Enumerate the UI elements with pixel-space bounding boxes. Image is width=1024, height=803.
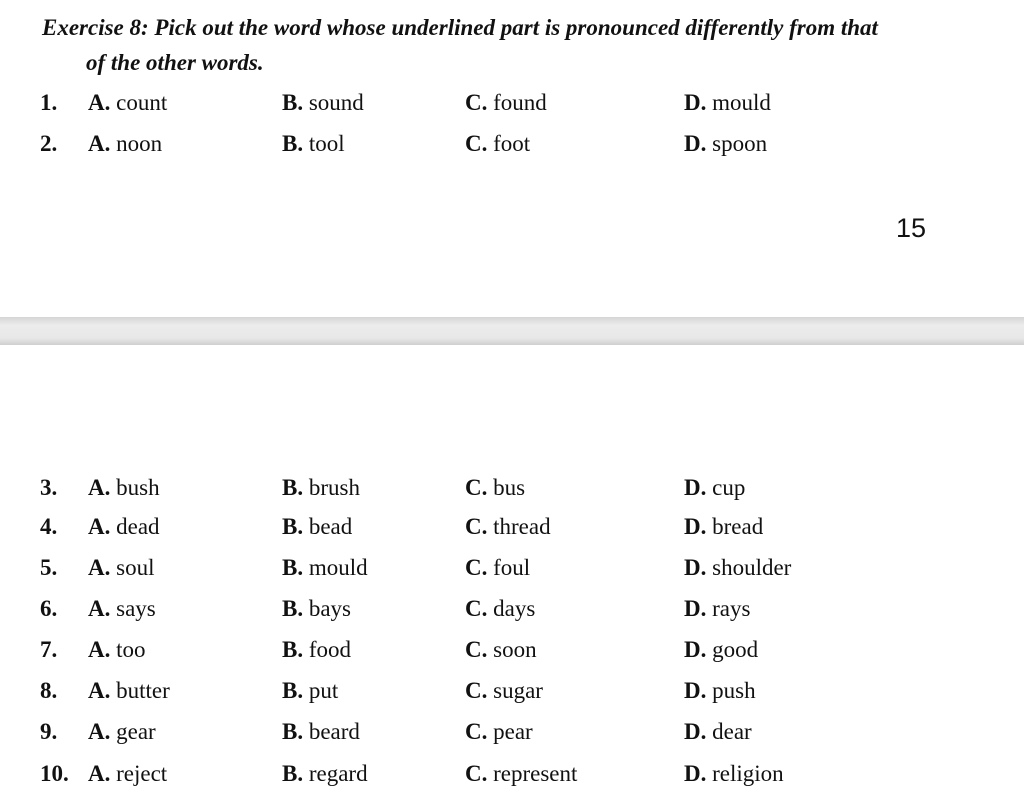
option-letter: A. (88, 514, 111, 539)
option-letter: B. (282, 555, 304, 580)
option-word: cup (712, 475, 746, 500)
option-letter: C. (465, 90, 488, 115)
option-word: too (116, 637, 146, 662)
question-2 (0, 126, 1024, 162)
option-b (282, 470, 360, 506)
option-letter: A. (88, 596, 111, 621)
option-word: shoulder (712, 555, 792, 580)
option-word: spoon (712, 131, 768, 156)
option-letter: B. (282, 596, 304, 621)
option-b (282, 509, 352, 545)
option-a (88, 673, 170, 709)
option-word: soul (116, 555, 155, 580)
page-break-divider (0, 317, 1024, 345)
option-letter: B. (282, 514, 304, 539)
option-letter: D. (684, 514, 707, 539)
option-a (88, 632, 146, 668)
option-word: dear (712, 719, 752, 744)
option-letter: B. (282, 761, 304, 786)
option-letter: A. (88, 555, 111, 580)
option-c (465, 126, 530, 162)
option-letter: A. (88, 90, 111, 115)
option-word: mould (712, 90, 771, 115)
option-d (684, 550, 791, 586)
option-c (465, 714, 533, 750)
option-letter: D. (684, 596, 707, 621)
question-5 (0, 550, 1024, 586)
option-letter: B. (282, 637, 304, 662)
question-number: 6. (40, 596, 58, 621)
option-word: religion (712, 761, 784, 786)
option-letter: C. (465, 475, 488, 500)
question-10 (0, 756, 1024, 792)
option-letter: C. (465, 514, 488, 539)
option-d (684, 673, 756, 709)
option-letter: B. (282, 678, 304, 703)
option-word: bead (308, 514, 353, 539)
option-b (282, 550, 368, 586)
option-b (282, 673, 338, 709)
option-b (282, 85, 364, 121)
option-a (88, 509, 160, 545)
option-d (684, 632, 758, 668)
option-letter: C. (465, 637, 488, 662)
option-word: bush (116, 475, 160, 500)
option-word: rays (712, 596, 751, 621)
option-word: sugar (493, 678, 543, 703)
question-number: 10. (40, 761, 69, 786)
option-c (465, 550, 530, 586)
question-7 (0, 632, 1024, 668)
question-number: 7. (40, 637, 58, 662)
option-word: says (116, 596, 156, 621)
option-letter: C. (465, 678, 488, 703)
question-number: 5. (40, 555, 58, 580)
question-6 (0, 591, 1024, 627)
option-word: soon (493, 637, 537, 662)
option-d (684, 756, 784, 792)
option-word: push (712, 678, 756, 703)
option-word: regard (308, 761, 368, 786)
option-word: days (493, 596, 536, 621)
option-b (282, 632, 351, 668)
option-b (282, 714, 360, 750)
option-d (684, 85, 771, 121)
option-word: dead (116, 514, 160, 539)
question-number: 4. (40, 514, 58, 539)
question-number: 9. (40, 719, 58, 744)
option-a (88, 550, 154, 586)
option-word: pear (493, 719, 533, 744)
option-word: mould (308, 555, 368, 580)
option-word: food (308, 637, 352, 662)
option-a (88, 126, 162, 162)
option-letter: C. (465, 719, 488, 744)
exercise-title-line-1: Exercise 8: Pick out the word whose underlined part is pronounced differently from that (42, 15, 878, 40)
option-a (88, 756, 167, 792)
option-letter: C. (465, 761, 488, 786)
option-letter: C. (465, 131, 488, 156)
option-word: foot (493, 131, 531, 156)
option-word: sound (308, 90, 364, 115)
option-word: brush (308, 475, 360, 500)
option-letter: A. (88, 719, 111, 744)
option-letter: D. (684, 131, 707, 156)
option-word: found (493, 90, 547, 115)
question-number: 8. (40, 678, 58, 703)
question-8 (0, 673, 1024, 709)
option-letter: A. (88, 637, 111, 662)
option-letter: D. (684, 555, 707, 580)
page-number: 15 (896, 213, 927, 243)
option-word: represent (493, 761, 578, 786)
option-letter: A. (88, 761, 111, 786)
option-word: count (116, 90, 168, 115)
option-letter: D. (684, 678, 707, 703)
option-b (282, 756, 368, 792)
option-d (684, 470, 745, 506)
option-a (88, 470, 160, 506)
option-c (465, 85, 547, 121)
option-word: bread (712, 514, 764, 539)
option-c (465, 591, 535, 627)
option-a (88, 714, 156, 750)
option-letter: A. (88, 678, 111, 703)
option-word: good (712, 637, 759, 662)
option-letter: D. (684, 90, 707, 115)
question-number: 2. (40, 131, 58, 156)
option-letter: A. (88, 131, 111, 156)
option-letter: D. (684, 719, 707, 744)
option-a (88, 85, 167, 121)
option-word: noon (116, 131, 163, 156)
option-b (282, 591, 351, 627)
option-letter: B. (282, 475, 304, 500)
exercise-title (42, 10, 1022, 80)
option-word: bays (308, 596, 352, 621)
option-b (282, 126, 345, 162)
option-word: reject (116, 761, 168, 786)
option-word: put (308, 678, 339, 703)
option-letter: B. (282, 90, 304, 115)
option-d (684, 126, 767, 162)
option-word: thread (493, 514, 551, 539)
option-a (88, 591, 156, 627)
option-c (465, 470, 525, 506)
option-word: tool (308, 131, 345, 156)
option-c (465, 632, 537, 668)
option-word: butter (116, 678, 170, 703)
option-letter: C. (465, 596, 488, 621)
option-letter: A. (88, 475, 111, 500)
option-word: bus (493, 475, 526, 500)
option-word: gear (116, 719, 156, 744)
option-d (684, 509, 763, 545)
option-letter: D. (684, 761, 707, 786)
option-letter: D. (684, 637, 707, 662)
option-word: foul (493, 555, 531, 580)
question-number: 1. (40, 90, 58, 115)
question-1 (0, 85, 1024, 121)
option-word: beard (308, 719, 360, 744)
question-number: 3. (40, 475, 58, 500)
option-c (465, 509, 551, 545)
option-letter: B. (282, 131, 304, 156)
option-d (684, 591, 750, 627)
option-c (465, 756, 577, 792)
option-c (465, 673, 543, 709)
exercise-title-line-2: of the other words. (86, 50, 264, 75)
option-d (684, 714, 752, 750)
option-letter: C. (465, 555, 488, 580)
question-3 (0, 470, 1024, 506)
question-4 (0, 509, 1024, 545)
option-letter: B. (282, 719, 304, 744)
option-letter: D. (684, 475, 707, 500)
question-9 (0, 714, 1024, 750)
